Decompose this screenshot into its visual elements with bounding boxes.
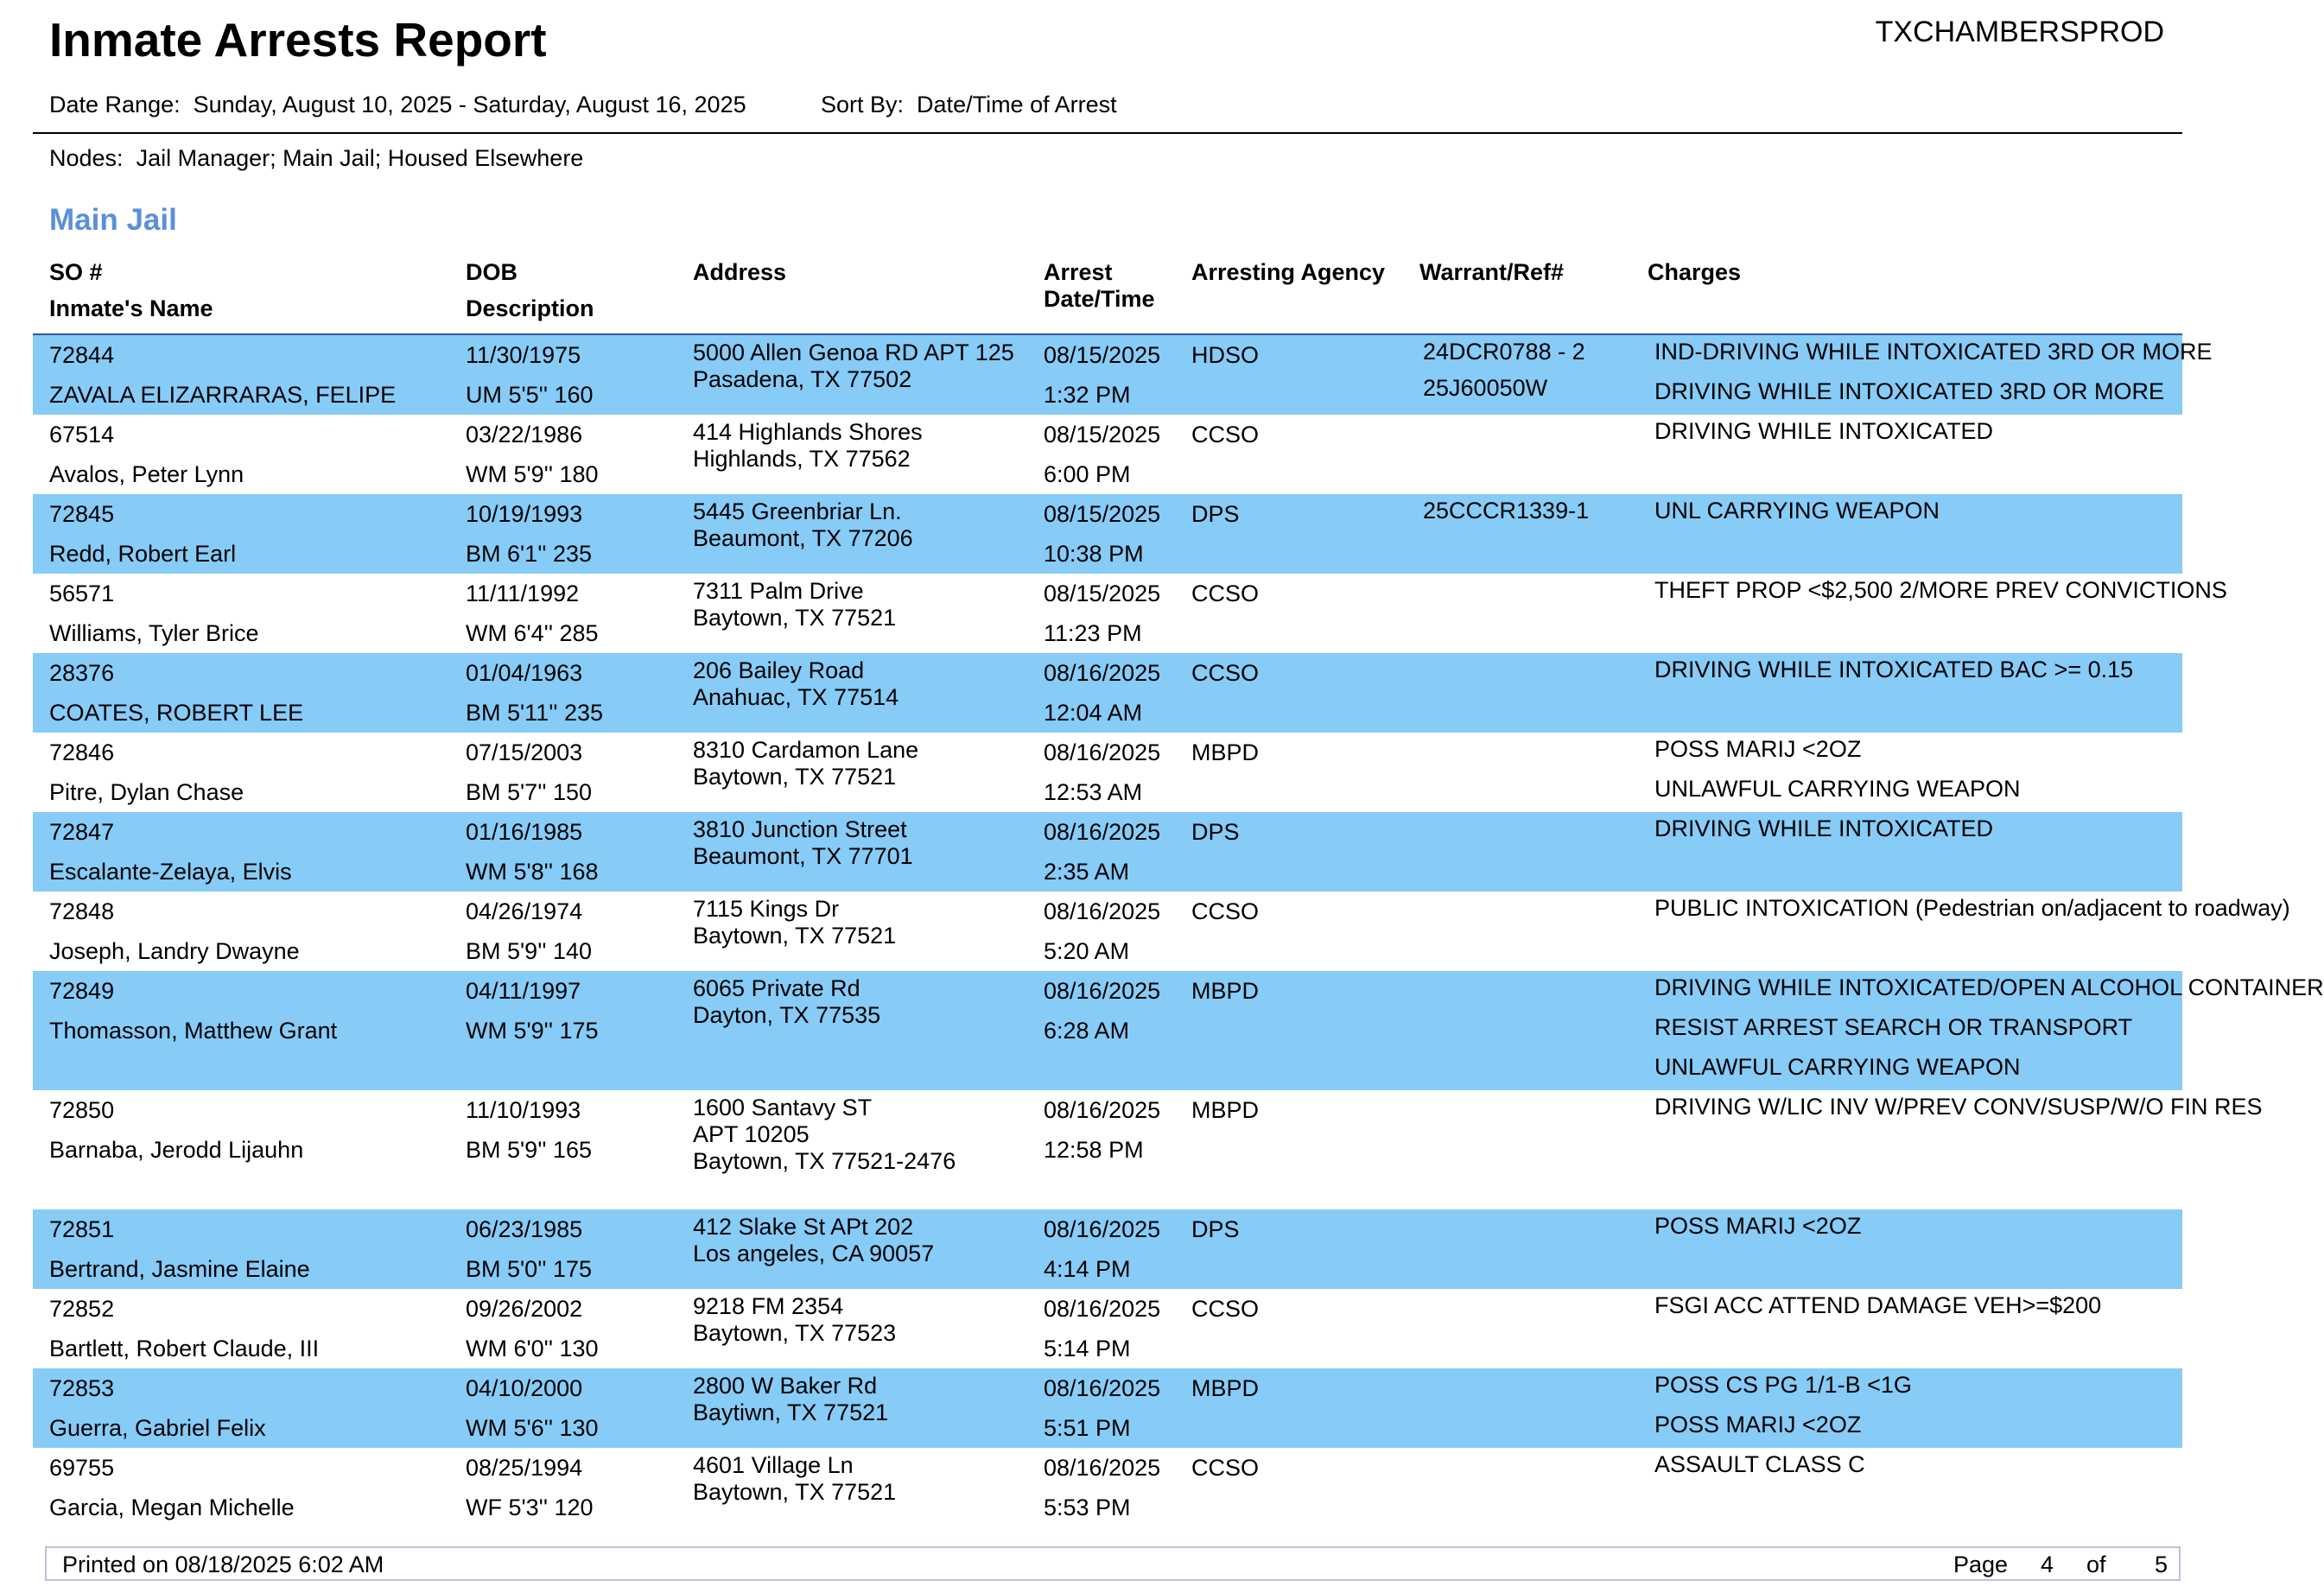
arresting-agency: DPS [1191,819,1240,845]
inmate-name: Garcia, Megan Michelle [49,1495,295,1520]
charge: DRIVING W/LIC INV W/PREV CONV/SUSP/W/O FIN RES [1654,1094,2263,1120]
charge: UNLAWFUL CARRYING WEAPON [1654,776,2021,802]
nodes-value: Jail Manager; Main Jail; Housed Elsewhere [136,145,584,171]
dob: 08/25/1994 [466,1455,583,1481]
arresting-agency: DPS [1191,1216,1240,1242]
charge: FSGI ACC ATTEND DAMAGE VEH>=$200 [1654,1292,2102,1318]
page-number: 4 [2041,1552,2054,1577]
arrest-time: 5:51 PM [1044,1415,1131,1441]
description: BM 5'9'' 140 [466,938,593,964]
description: WM 6'0'' 130 [466,1336,599,1361]
arrest-date: 08/15/2025 [1044,501,1161,527]
address-line: Baytown, TX 77521-2476 [693,1148,956,1174]
inmate-name: ZAVALA ELIZARRARAS, FELIPE [49,382,397,408]
col-header-datetime: Date/Time [1044,286,1155,312]
address-line: 5000 Allen Genoa RD APT 125 [693,340,1014,365]
report-title: Inmate Arrests Report [49,13,547,67]
address-line: 8310 Cardamon Lane [693,737,919,763]
address-line: Highlands, TX 77562 [693,446,911,472]
date-range-value: Sunday, August 10, 2025 - Saturday, August 16, 2025 [193,92,746,117]
arresting-agency: CCSO [1191,898,1260,924]
address-line: Baytown, TX 77521 [693,923,897,949]
description: WM 5'6'' 130 [466,1415,599,1441]
address-line: 5445 Greenbriar Ln. [693,498,902,524]
system-name: TXCHAMBERSPROD [1875,16,2164,48]
description: WF 5'3'' 120 [466,1495,594,1520]
charge: POSS CS PG 1/1-B <1G [1654,1372,1912,1398]
inmate-name: Guerra, Gabriel Felix [49,1415,266,1441]
arrest-time: 10:38 PM [1044,541,1144,567]
arrest-time: 12:04 AM [1044,700,1143,726]
col-header-address: Address [693,259,787,285]
address-line: Dayton, TX 77535 [693,1002,881,1028]
description: WM 5'8'' 168 [466,859,599,885]
arresting-agency: MBPD [1191,978,1260,1004]
table-row [33,1448,2182,1527]
dob: 06/23/1985 [466,1216,583,1242]
arresting-agency: CCSO [1191,1296,1260,1322]
inmate-name: Avalos, Peter Lynn [49,461,244,487]
so-number: 72845 [49,501,115,527]
of-label: of [2086,1552,2106,1577]
address-line: Los angeles, CA 90057 [693,1241,935,1266]
arrest-date: 08/16/2025 [1044,1097,1161,1123]
header-divider [33,132,2182,134]
inmate-name: Bertrand, Jasmine Elaine [49,1256,310,1282]
date-range [49,92,746,118]
col-header-name: Inmate's Name [49,295,213,321]
dob: 07/15/2003 [466,739,583,765]
page-label: Page [1953,1552,2009,1577]
arrest-date: 08/15/2025 [1044,581,1161,606]
address-line: 7311 Palm Drive [693,578,864,604]
arrest-date: 08/16/2025 [1044,898,1161,924]
address-line: 6065 Private Rd [693,975,860,1001]
arresting-agency: MBPD [1191,1097,1260,1123]
arresting-agency: CCSO [1191,422,1260,447]
so-number: 28376 [49,660,115,686]
page-footer [45,1546,2181,1581]
charge: UNL CARRYING WEAPON [1654,498,1940,524]
table-row [33,1289,2182,1368]
arrest-time: 5:20 AM [1044,938,1130,964]
arresting-agency: MBPD [1191,1375,1260,1401]
arrest-time: 6:00 PM [1044,461,1131,487]
arrest-date: 08/15/2025 [1044,422,1161,447]
address-line: 4601 Village Ln [693,1452,854,1478]
table-row [33,892,2290,971]
address-line: APT 10205 [693,1121,810,1147]
arrest-time: 5:53 PM [1044,1495,1131,1520]
arrest-date: 08/16/2025 [1044,1216,1161,1242]
charge: DRIVING WHILE INTOXICATED/OPEN ALCOHOL CONTAINER [1654,974,2324,1000]
charge: POSS MARIJ <2OZ [1654,736,1862,762]
arrest-date: 08/16/2025 [1044,819,1161,845]
arresting-agency: CCSO [1191,660,1260,686]
address-line: 414 Highlands Shores [693,419,923,445]
dob: 09/26/2002 [466,1296,583,1322]
inmate-name: Barnaba, Jerodd Lijauhn [49,1137,304,1163]
arrest-date: 08/16/2025 [1044,1455,1161,1481]
column-headers [33,257,2182,333]
arrest-date: 08/16/2025 [1044,1296,1161,1322]
warrant-ref: 25J60050W [1423,375,1548,401]
address-line: Baytown, TX 77523 [693,1320,897,1346]
sort-by [821,92,1117,118]
so-number: 67514 [49,422,115,447]
inmate-name: Redd, Robert Earl [49,541,237,567]
arrest-time: 1:32 PM [1044,382,1131,408]
address-line: Baytown, TX 77521 [693,764,897,790]
so-number: 72847 [49,819,115,845]
sort-value: Date/Time of Arrest [917,92,1117,117]
table-row [33,1090,2263,1209]
description: BM 6'1'' 235 [466,541,593,567]
address-line: Baytown, TX 77521 [693,1479,897,1505]
charge: DRIVING WHILE INTOXICATED 3RD OR MORE [1654,378,2165,404]
arrest-time: 5:14 PM [1044,1336,1131,1361]
so-number: 72848 [49,898,115,924]
arrest-date: 08/16/2025 [1044,978,1161,1004]
arrest-date: 08/16/2025 [1044,739,1161,765]
dob: 01/04/1963 [466,660,583,686]
col-header-charges: Charges [1648,259,1742,285]
dob: 04/26/1974 [466,898,583,924]
arrest-time: 2:35 AM [1044,859,1130,885]
address-line: Baytown, TX 77521 [693,605,897,631]
table-row [33,1209,2182,1289]
arrest-date: 08/16/2025 [1044,1375,1161,1401]
address-line: 2800 W Baker Rd [693,1373,878,1399]
arresting-agency: CCSO [1191,1455,1260,1481]
arrest-date: 08/15/2025 [1044,342,1161,368]
charge: IND-DRIVING WHILE INTOXICATED 3RD OR MORE [1654,339,2213,365]
charge: PUBLIC INTOXICATION (Pedestrian on/adjacent to roadway) [1654,895,2290,921]
table-row [33,733,2182,812]
so-number: 56571 [49,581,115,606]
inmate-name: Thomasson, Matthew Grant [49,1018,338,1044]
description: WM 5'9'' 175 [466,1018,599,1044]
table-row [33,1368,2182,1448]
description: BM 5'11'' 235 [466,700,604,726]
arrest-time: 6:28 AM [1044,1018,1130,1044]
arrest-time: 12:58 PM [1044,1137,1144,1163]
dob: 11/10/1993 [466,1097,581,1123]
charge: UNLAWFUL CARRYING WEAPON [1654,1054,2021,1080]
inmate-name: Bartlett, Robert Claude, III [49,1336,320,1361]
arrest-time: 11:23 PM [1044,620,1142,646]
dob: 04/10/2000 [466,1375,583,1401]
col-header-so: SO # [49,259,103,285]
arrests-table [33,335,2324,1520]
printed-on: Printed on 08/18/2025 6:02 AM [62,1552,384,1577]
charge: DRIVING WHILE INTOXICATED BAC >= 0.15 [1654,657,2134,682]
col-header-arrest: Arrest [1044,259,1113,285]
dob: 01/16/1985 [466,819,583,845]
description: BM 5'0'' 175 [466,1256,593,1282]
address-line: Anahuac, TX 77514 [693,684,899,710]
so-number: 72844 [49,342,115,368]
table-row [33,335,2213,415]
table-row [33,971,2324,1090]
inmate-name: COATES, ROBERT LEE [49,700,304,726]
table-row [33,653,2182,733]
inmate-name: Williams, Tyler Brice [49,620,259,646]
charge: RESIST ARREST SEARCH OR TRANSPORT [1654,1014,2133,1040]
charge: POSS MARIJ <2OZ [1654,1213,1862,1239]
dob: 11/30/1975 [466,342,581,368]
inmate-name: Joseph, Landry Dwayne [49,938,300,964]
arresting-agency: MBPD [1191,739,1260,765]
table-row [33,415,2182,494]
arrest-time: 12:53 AM [1044,779,1143,805]
table-row [33,494,2182,574]
nodes-line [49,145,583,172]
description: BM 5'9'' 165 [466,1137,593,1163]
table-row [33,812,2182,892]
arresting-agency: DPS [1191,501,1240,527]
arrest-date: 08/16/2025 [1044,660,1161,686]
nodes-label: Nodes: [49,145,124,171]
address-line: 9218 FM 2354 [693,1293,844,1319]
so-number: 72850 [49,1097,115,1123]
address-line: 1600 Santavy ST [693,1095,873,1120]
charge: DRIVING WHILE INTOXICATED [1654,816,1994,841]
arresting-agency: HDSO [1191,342,1260,368]
so-number: 72852 [49,1296,115,1322]
inmate-name: Pitre, Dylan Chase [49,779,244,805]
charge: POSS MARIJ <2OZ [1654,1412,1862,1438]
charge: THEFT PROP <$2,500 2/MORE PREV CONVICTIONS [1654,577,2227,603]
dob: 10/19/1993 [466,501,583,527]
address-line: Baytiwn, TX 77521 [693,1399,889,1425]
dob: 04/11/1997 [466,978,581,1004]
charge: ASSAULT CLASS C [1654,1451,1865,1477]
address-line: 412 Slake St APt 202 [693,1214,914,1240]
charge: DRIVING WHILE INTOXICATED [1654,418,1994,444]
dob: 03/22/1986 [466,422,583,447]
col-header-description: Description [466,295,594,321]
section-title: Main Jail [49,203,177,237]
address-line: 3810 Junction Street [693,816,907,842]
date-range-label: Date Range: [49,92,181,117]
dob: 11/11/1992 [466,581,580,606]
arresting-agency: CCSO [1191,581,1260,606]
description: BM 5'7'' 150 [466,779,593,805]
warrant-ref: 25CCCR1339-1 [1423,498,1590,524]
total-pages: 5 [2155,1552,2168,1577]
so-number: 72851 [49,1216,115,1242]
col-header-agency: Arresting Agency [1191,259,1386,285]
arrest-time: 4:14 PM [1044,1256,1131,1282]
address-line: 206 Bailey Road [693,657,865,683]
address-line: Beaumont, TX 77206 [693,525,913,551]
address-line: Pasadena, TX 77502 [693,366,912,392]
col-header-dob: DOB [466,259,518,285]
so-number: 72853 [49,1375,115,1401]
description: UM 5'5'' 160 [466,382,594,408]
inmate-name: Escalante-Zelaya, Elvis [49,859,292,885]
sort-label: Sort By: [821,92,905,117]
address-line: Beaumont, TX 77701 [693,843,913,869]
so-number: 72846 [49,739,115,765]
description: WM 5'9'' 180 [466,461,599,487]
warrant-ref: 24DCR0788 - 2 [1423,339,1585,365]
table-row [33,574,2227,653]
so-number: 69755 [49,1455,115,1481]
address-line: 7115 Kings Dr [693,896,840,922]
so-number: 72849 [49,978,115,1004]
col-header-warrant: Warrant/Ref# [1419,259,1565,285]
description: WM 6'4'' 285 [466,620,599,646]
